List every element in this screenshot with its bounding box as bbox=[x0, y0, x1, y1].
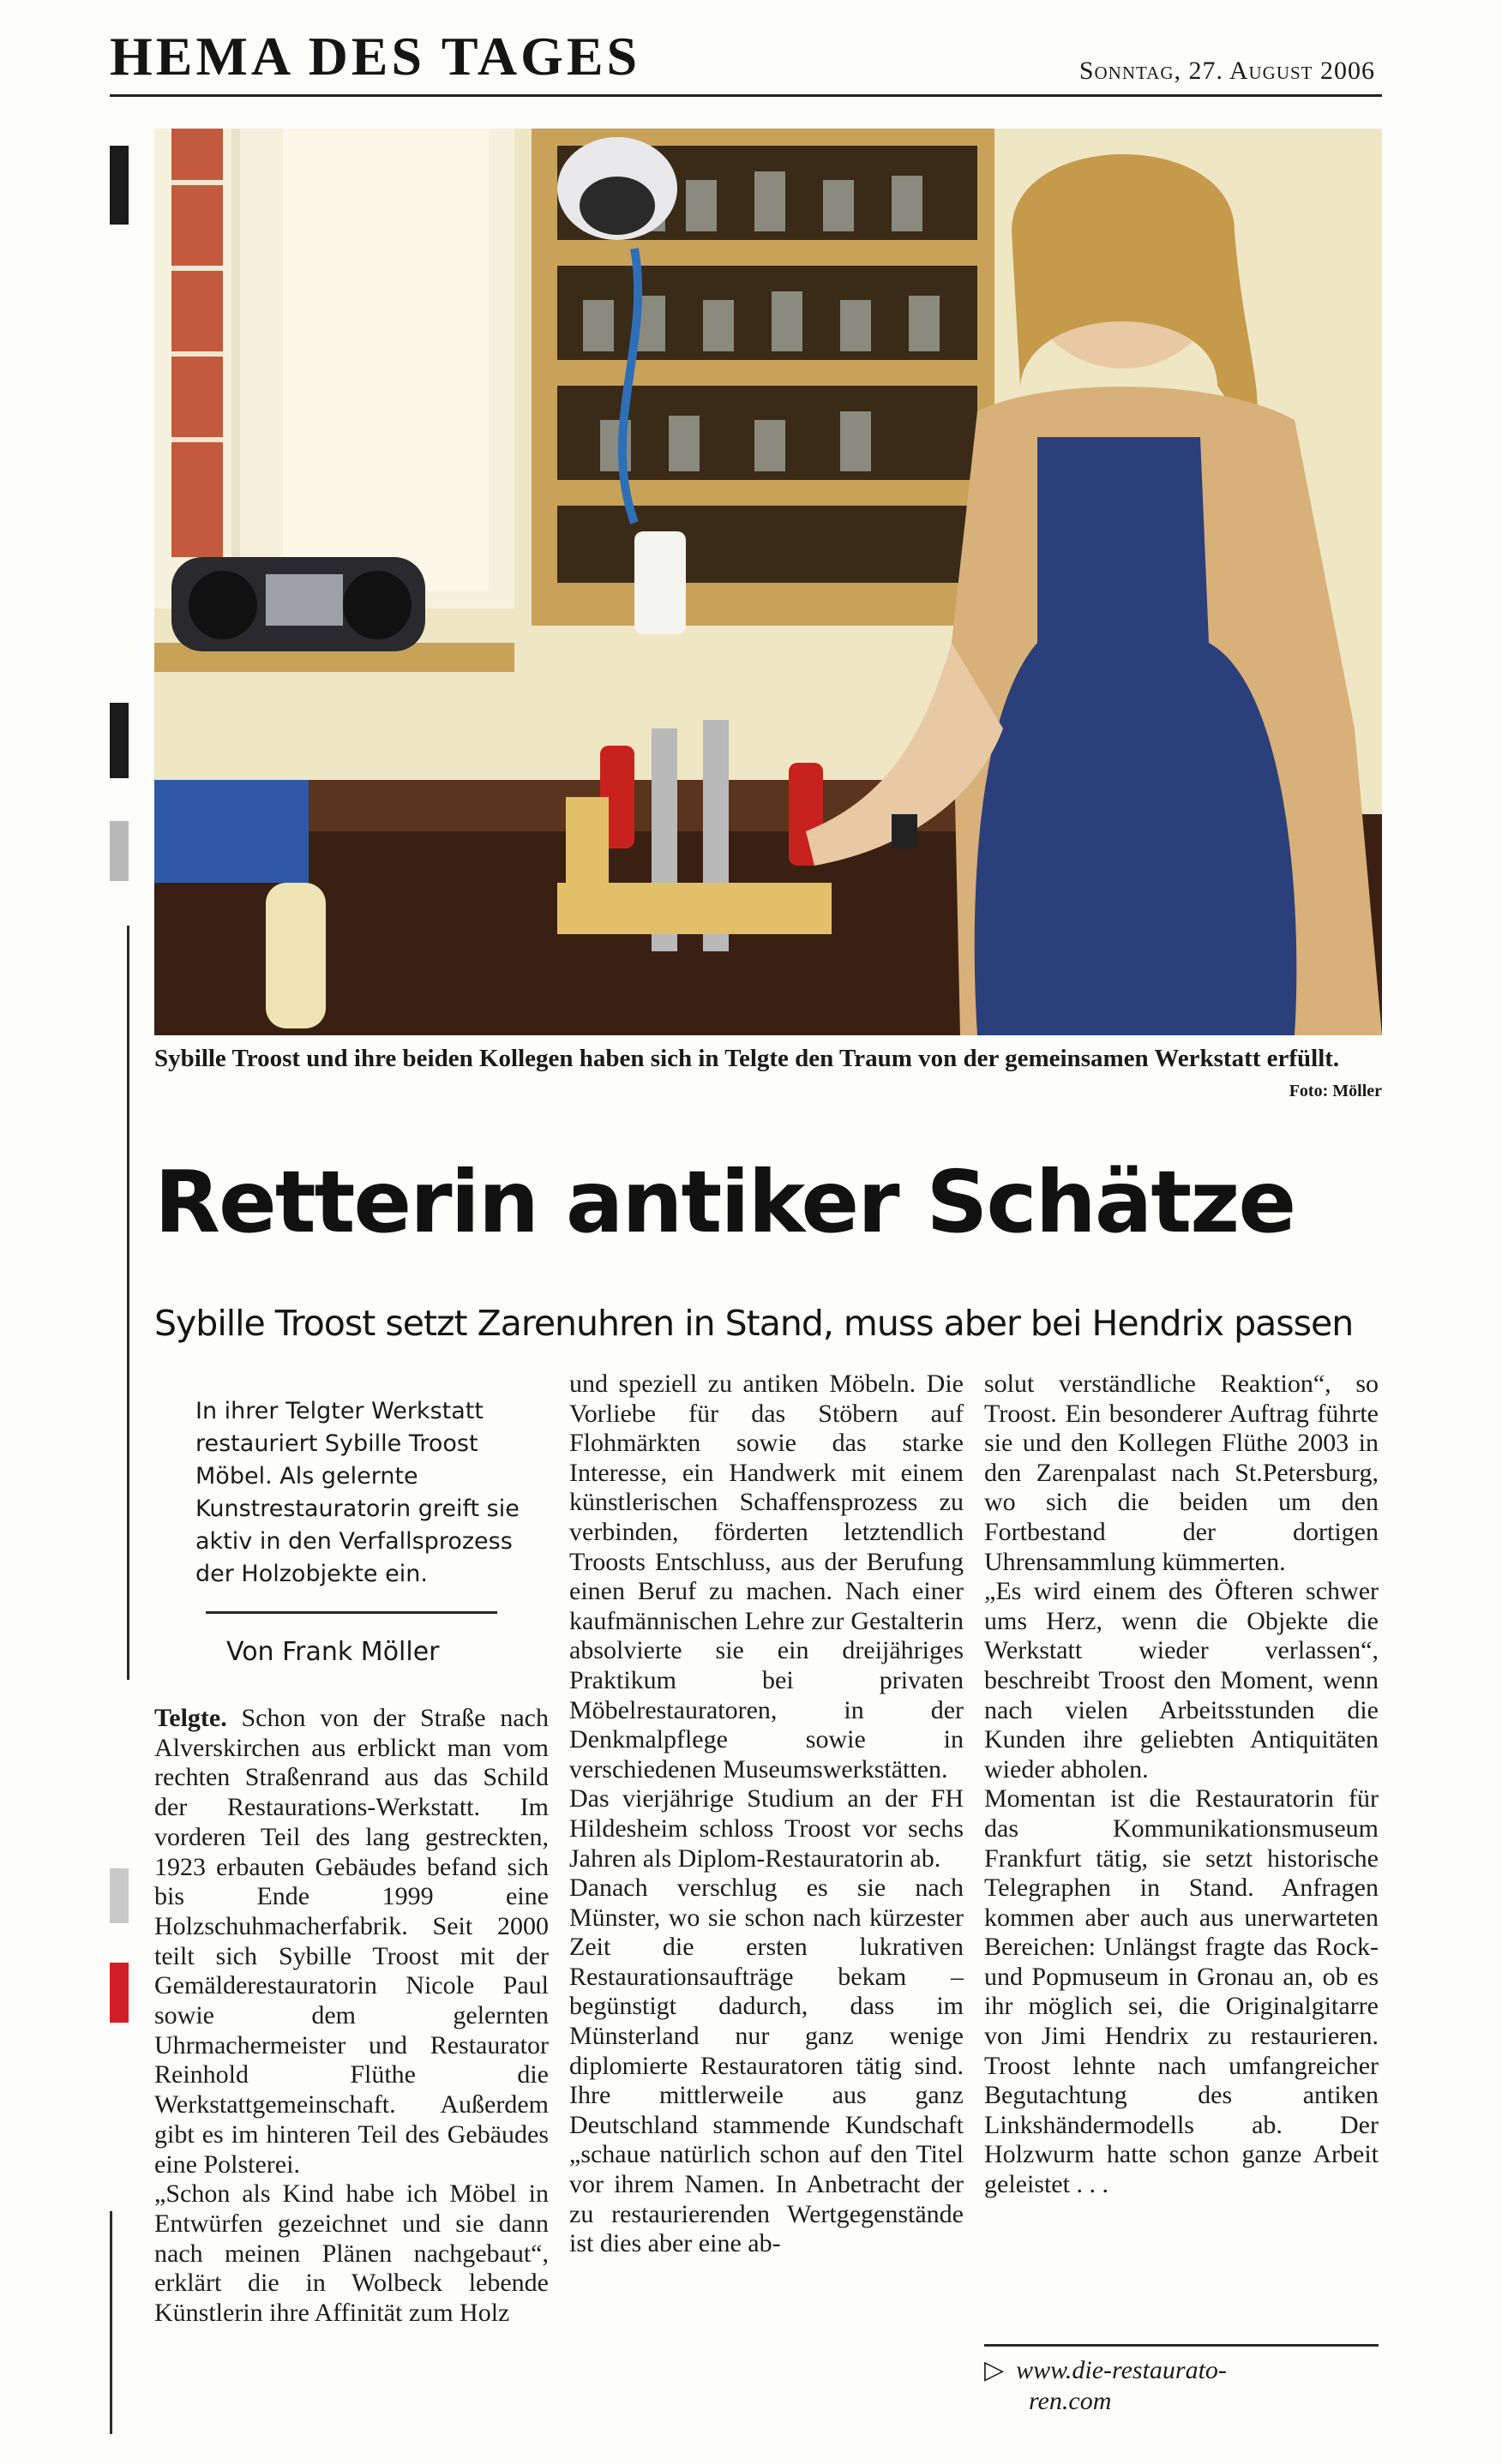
triangle-arrow-icon: ▷ bbox=[984, 2356, 1005, 2384]
paragraph: solut verständliche Reaktion“, so Troost. Ein besonderer Auftrag führte sie und den Kollegen Flüthe 2003 in den Zarenpalast nach St.Petersburg, wo sich die beiden um den Fortbestand der dortigen Uhrensammlung kümmerten. bbox=[984, 1370, 1379, 1576]
margin-line bbox=[110, 2211, 112, 2434]
paragraph: Danach verschlug es sie nach Münster, wo sie schon nach kürzester Zeit die ersten lukrativen Restaurationsaufträge bekam – begünstigt dadurch, dass im Münsterland nur ganz wenige diplomierte Restauratoren tätig sind. Ihre mittlerweile aus ganz Deutschland stammende Kundschaft „schaue natürlich schon auf den Titel vor ihrem Namen. In Anbetracht der zu restaurierenden Wertgegenstände ist dies aber eine ab- bbox=[569, 1873, 964, 2258]
paragraph: „Schon als Kind habe ich Möbel in Entwürfen gezeichnet und sie dann nach meinen Plänen nachgebaut“, erklärt die in Wolbeck lebende Künstlerin ihre Affinität zum Holz bbox=[154, 2179, 549, 2328]
paragraph: Momentan ist die Restauratorin für das Kommunikationsmuseum Frankfurt tätig, sie setzt historische Telegraphen in Stand. Anfragen kommen aber auch aus unerwarteten Bereichen: Unlängst fragte das Rock- und Popmuseum in Gronau an, ob es ihr möglich sei, die Originalgitarre von Jimi Hendrix zu restaurieren. Troost lehnte nach umfangreicher Begutachtung des antiken Linkshändermodells ab. Der Holzwurm hatte schon ganze Arbeit geleistet . . . bbox=[984, 1784, 1379, 2199]
workshop-photo-illustration bbox=[154, 129, 1382, 1035]
website-link[interactable] bbox=[984, 2355, 1379, 2417]
article-photo bbox=[154, 129, 1382, 1035]
paragraph: „Es wird einem des Öfteren schwer ums Herz, wenn die Objekte die Werkstatt wieder verlassen“, beschreibt Troost den Moment, wenn nach vielen Arbeitsstunden die Kunden ihre geliebten Antiquitäten wieder abholen. bbox=[984, 1577, 1379, 1784]
teaser: In ihrer Telgter Werkstatt restauriert Sybille Troost Möbel. Als gelernte Kunstrestauratorin greift sie aktiv in den Verfallsprozess der Holzobjekte ein. bbox=[195, 1398, 520, 1587]
margin-line bbox=[127, 926, 129, 1680]
author-byline: Von Frank Möller bbox=[226, 1637, 440, 1667]
photo-caption: Sybille Troost und ihre beiden Kollegen haben sich in Telgte den Traum von der gemeinsamen Werkstatt erfüllt. bbox=[154, 1045, 1340, 1072]
margin-mark bbox=[110, 821, 129, 881]
article-column-3 bbox=[984, 1370, 1379, 2200]
margin-mark-red bbox=[110, 1963, 129, 2023]
paragraph-text: Schon von der Straße nach Alverskirchen aus erblickt man vom rechten Straßenrand aus das Schild der Restaurations-Werkstatt. Im vorderen Teil des lang gestreckten, 1923 erbauten Gebäudes befand sich bis Ende 1999 eine Holzschuhmacherfabrik. Seit 2000 teilt sich Sybille Troost mit der Gemälderestauratorin Nicole Paul sowie dem gelernten Uhrmachermeister und Restaurator Reinhold Flüthe die Werkstattgemeinschaft. Außerdem gibt es im hinteren Teil des Gebäudes eine Polsterei. bbox=[154, 1704, 549, 2179]
teaser-divider bbox=[206, 1611, 497, 1614]
page-header bbox=[110, 19, 1382, 97]
margin-mark bbox=[110, 1868, 129, 1923]
issue-date: Sonntag, 27. August 2006 bbox=[1078, 57, 1375, 85]
paragraph: Das vierjährige Studium an der FH Hildesheim schloss Troost vor sechs Jahren als Diplom-Restauratorin ab. bbox=[569, 1784, 964, 1873]
subheadline: Sybille Troost setzt Zarenuhren in Stand, muss aber bei Hendrix passen bbox=[154, 1303, 1354, 1344]
margin-mark bbox=[110, 146, 129, 225]
paragraph: und speziell zu antiken Möbeln. Die Vorliebe für das Stöbern auf Flohmärkten sowie das starke Interesse, ein Handwerk mit einem künstlerischen Schaffensprozess zu verbinden, förderten letztendlich Troosts Entschluss, aus der Berufung einen Beruf zu machen. Nach einer kaufmännischen Lehre zur Gestalterin absolvierte sie ein dreijähriges Praktikum bei privaten Möbelrestauratoren, in der Denkmalpflege sowie in verschiedenen Museumswerkstätten. bbox=[569, 1370, 964, 1784]
article-column-2 bbox=[569, 1370, 964, 2259]
link-divider bbox=[984, 2344, 1379, 2347]
headline: Retterin antiker Schätze bbox=[154, 1152, 1295, 1252]
margin-mark bbox=[110, 703, 129, 778]
section-title: HEMA DES TAGES bbox=[110, 26, 641, 87]
paragraph bbox=[154, 1704, 549, 2179]
link-text-1: www.die-restaurato- bbox=[1016, 2356, 1227, 2384]
photo-credit: Foto: Möller bbox=[1289, 1082, 1382, 1100]
article-column-1 bbox=[154, 1704, 549, 2329]
dateline: Telgte. bbox=[154, 1704, 227, 1732]
link-text-2: ren.com bbox=[1029, 2387, 1112, 2415]
